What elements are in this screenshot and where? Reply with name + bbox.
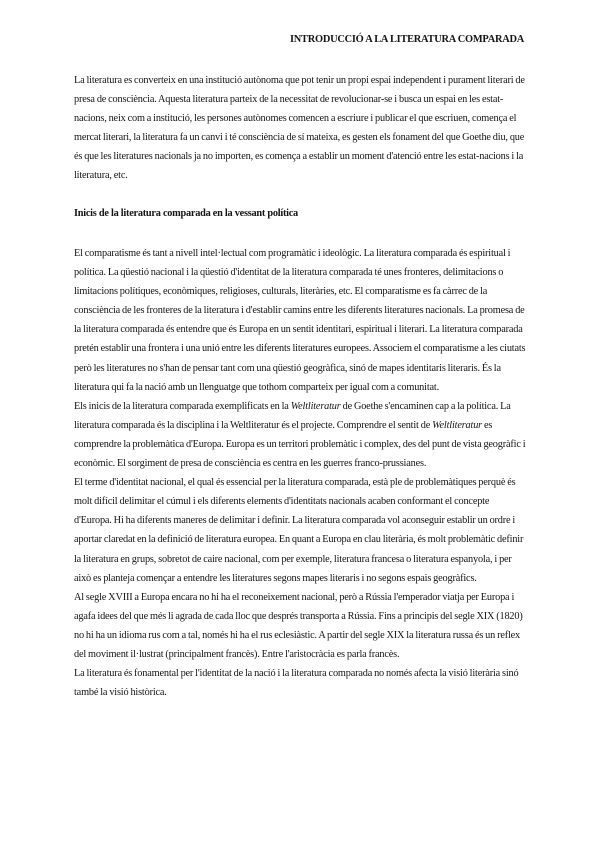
paragraph-3: El terme d'identitat nacional, el qual és essencial per la literatura comparada, està ple de problemàtiques perquè és molt difícil delimitar el cúmul i els diferents elements d'identitats nacionals acaben conformant el concepte d'Europa. Hi ha diferents maneres de delimitar i definir. La literatura comparada vol aconseguir establir un ordre i aportar claredat en la definició de literatura europea. En quant a Europa en clau literària, és molt problemàtic definir la literatura en grups, sobretot de caire nacional, com per exemple, literatura francesa o literatura espanyola, i per això es planteja començar a entendre les literatures segons mapes literaris i no segons espais geogràfics. <box>74 477 524 584</box>
intro-block <box>74 71 526 186</box>
page-header-title: INTRODUCCIÓ A LA LITERATURA COMPARADA <box>290 34 524 45</box>
weltliteratur-term-1: Weltliteratur <box>290 400 341 412</box>
paragraph-1: El comparatisme és tant a nivell intel·lectual com programàtic i ideològic. La literatura comparada és espiritual i política. La qüestió nacional i la qüestió d'identitat de la literatura comparada té unes fronteres, delimitacions o limitacions polítiques, econòmiques, religioses, culturals, literàries, etc. El comparatisme es fa càrrec de la consciència de les fronteres de la literatura i d'establir camins entre les diferents literatures nacionals. La promesa de la literatura comparada és entendre que és Europa en un sentit identitari, espiritual i literari. La literatura comparada pretén establir una frontera i una unió entre les diferents literatures europees. Associem el comparatisme a les ciutats però les literatures no s'han de pensar tant com una qüestió geogràfica, sinó de mapes identitaris literaris. És la literatura qui fa la nació amb un llenguatge que tothom comparteix per igual com a comunitat. <box>74 248 526 393</box>
section-heading: Inicis de la literatura comparada en la vessant política <box>74 208 298 219</box>
paragraph-2 <box>74 397 526 473</box>
weltliteratur-term-2: Weltliteratur <box>432 419 482 431</box>
paragraph-2-part-c: es comprendre la problemàtica d'Europa. Europa es un territori problemàtic i complex, des del punt de vista geogràfic i econòmic. El sorgiment de presa de consciència es centra en les guerres franco-prussianes. <box>74 419 526 470</box>
section-body <box>74 244 526 702</box>
paragraph-4: Al segle XVIII a Europa encara no hi ha el reconeixement nacional, però a Rússia l'emperador viatja per Europa i agafa idees del que més li agrada de cada lloc que després transporta a Rússia. Fins a principis del segle XIX (1820) no hi ha un idioma rus com a tal, només hi ha el rus eclesiàstic. A partir del segle XIX la literatura russa és un reflex del moviment il·lustrat (principalment francès). Entre l'aristocràcia es parla francès. <box>74 591 523 660</box>
paragraph-5: La literatura és fonamental per l'identitat de la nació i la literatura comparada no només afecta la visió literària sinó també la visió històrica. <box>74 668 519 699</box>
paragraph-2-part-b: de Goethe s'encaminen cap a la política. La literatura comparada és la disciplina i la Weltliteratur és el projecte. Comprendre el sentit de <box>74 400 511 431</box>
intro-paragraph: La literatura es converteix en una institució autònoma que pot tenir un propi espai independent i purament literari de presa de consciència. Aquesta literatura parteix de la necessitat de revolucionar-se i busca un espai en les estat-nacions, neix com a institució, les persones autònomes comencen a escriure i publicar el que escriuen, comença el mercat literari, la literatura fa un canvi i té consciència de sí mateixa, es gesten els fonament del que Goethe diu, que és que les literatures nacionals ja no importen, es comença a establir un moment d'atenció entre les estat-nacions i la literatura, etc. <box>74 75 525 182</box>
paragraph-2-part-a: Els inicis de la literatura comparada exemplificats en la <box>74 400 291 412</box>
section-heading-block <box>74 207 526 221</box>
